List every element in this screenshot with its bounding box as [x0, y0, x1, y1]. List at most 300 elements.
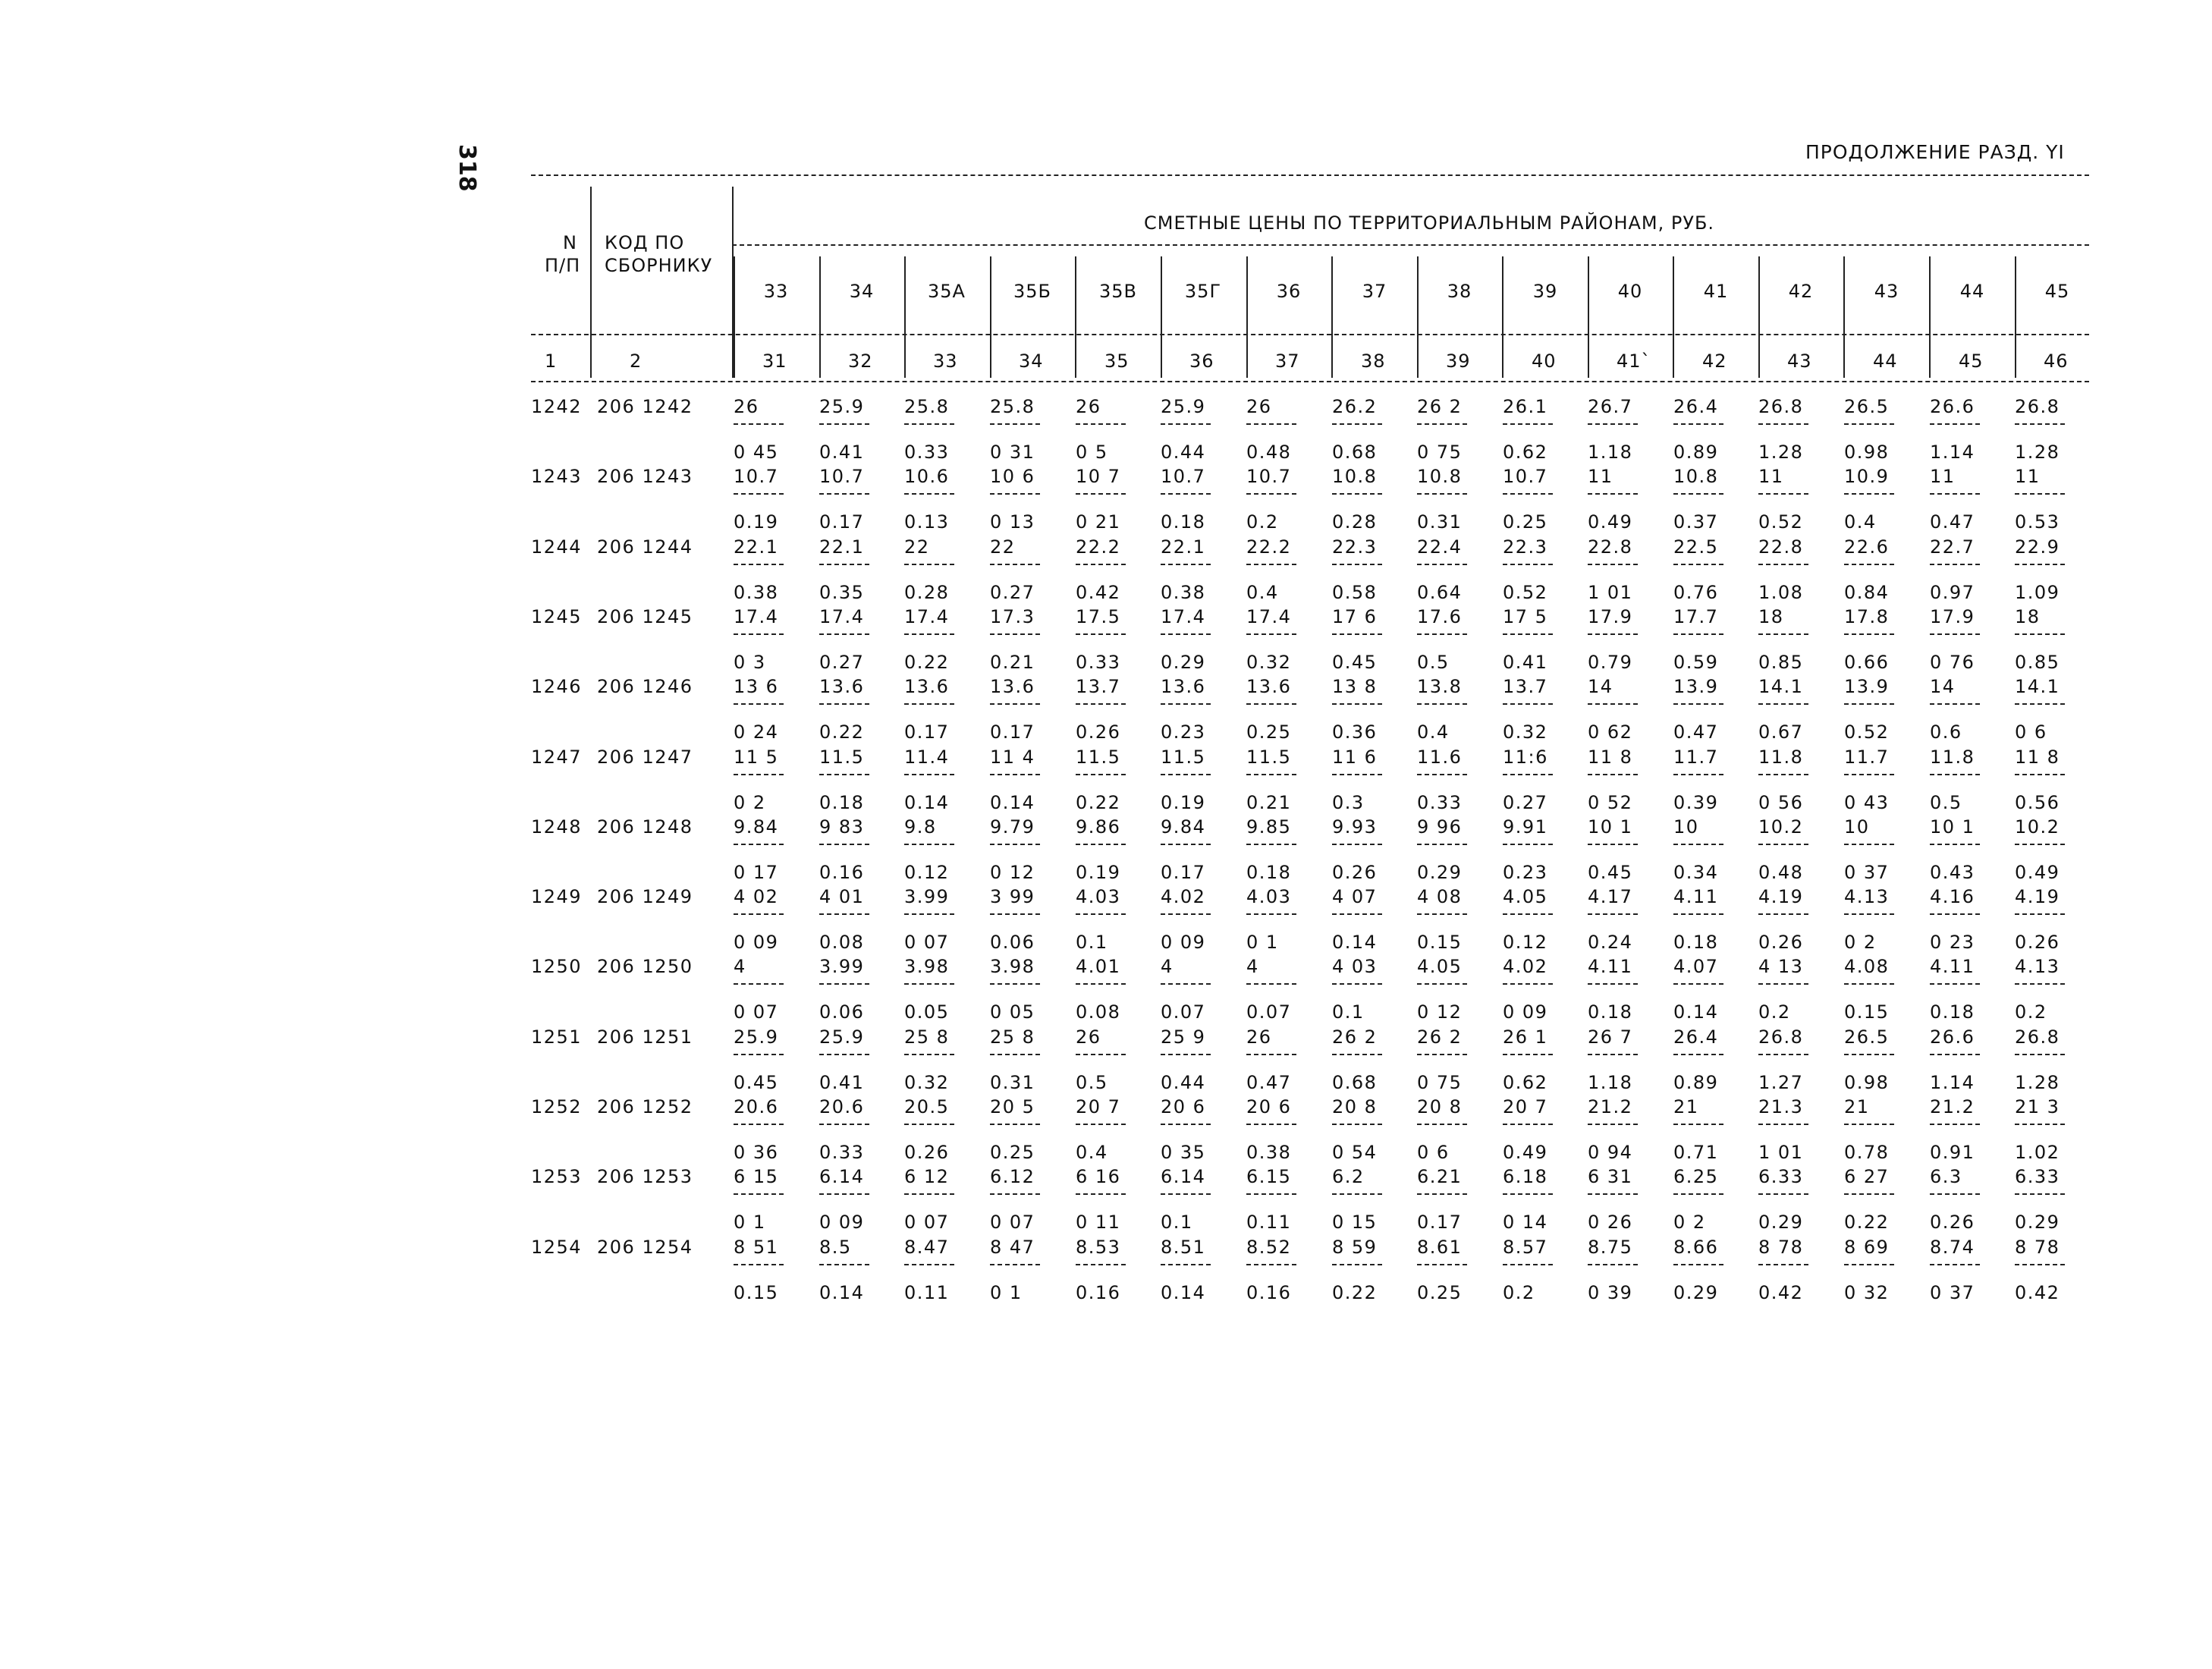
- wage-value: 0.85: [1758, 652, 1804, 673]
- row-code: 206 1245: [597, 606, 693, 627]
- price-value: 17.4: [904, 606, 950, 627]
- wage-value: 0.41: [819, 1072, 865, 1093]
- price-value: 22.1: [1161, 536, 1206, 558]
- fraction-line: [1930, 983, 1980, 985]
- fraction-line: [1246, 423, 1296, 425]
- wage-value: 0.16: [819, 862, 865, 883]
- fraction-line: [819, 423, 869, 425]
- fraction-line: [1076, 423, 1126, 425]
- price-value: 18: [1758, 606, 1784, 627]
- row-code: 206 1252: [597, 1096, 693, 1117]
- price-value: 11.8: [1930, 746, 1975, 768]
- price-value: 25.8: [990, 396, 1035, 417]
- fraction-line: [1161, 774, 1211, 775]
- price-value: 21: [1673, 1096, 1699, 1117]
- price-value: 8.52: [1246, 1237, 1292, 1258]
- fraction-line: [1673, 564, 1723, 565]
- price-value: 10.8: [1332, 466, 1378, 487]
- wage-value: 0.98: [1844, 1072, 1890, 1093]
- column-number: 2: [630, 350, 643, 372]
- fraction-line: [734, 1054, 784, 1055]
- wage-value: 0.97: [1930, 582, 1975, 603]
- wage-value: 0.2: [2015, 1001, 2047, 1023]
- price-value: 4.07: [1673, 956, 1719, 977]
- price-value: 6.14: [1161, 1166, 1206, 1187]
- fraction-line: [1673, 913, 1723, 915]
- wage-value: 0.33: [1076, 652, 1121, 673]
- page-number: 318: [454, 144, 480, 192]
- price-value: 9.93: [1332, 816, 1378, 838]
- price-value: 11: [2015, 466, 2041, 487]
- fraction-line: [1332, 1124, 1382, 1125]
- price-value: 17.8: [1844, 606, 1890, 627]
- price-value: 22.3: [1332, 536, 1378, 558]
- fraction-line: [1332, 1193, 1382, 1195]
- fraction-line: [1844, 1193, 1894, 1195]
- wage-value: 1.18: [1588, 442, 1633, 463]
- fraction-line: [819, 633, 869, 635]
- header-code-line1: КОД ПО: [605, 232, 685, 253]
- fraction-line: [1161, 844, 1211, 845]
- price-value: 22: [990, 536, 1016, 558]
- price-value: 26 2: [1417, 1026, 1463, 1048]
- price-value: 26: [1246, 1026, 1272, 1048]
- wage-value: 0.59: [1673, 652, 1719, 673]
- fraction-line: [1588, 493, 1638, 495]
- price-value: 22.7: [1930, 536, 1975, 558]
- fraction-line: [904, 983, 954, 985]
- fraction-line: [990, 564, 1040, 565]
- wage-value: 0.07: [1161, 1001, 1206, 1023]
- price-value: 4.03: [1076, 886, 1121, 907]
- price-value: 4.05: [1503, 886, 1548, 907]
- fraction-line: [990, 493, 1040, 495]
- price-value: 4.16: [1930, 886, 1975, 907]
- wage-value: 0.26: [2015, 932, 2060, 953]
- wage-value: 0.47: [1246, 1072, 1292, 1093]
- price-value: 4: [734, 956, 746, 977]
- wage-value: 0.1: [1076, 932, 1108, 953]
- price-value: 26.5: [1844, 1026, 1890, 1048]
- price-value: 11 4: [990, 746, 1035, 768]
- fraction-line: [1758, 423, 1808, 425]
- wage-value: 0.28: [904, 582, 950, 603]
- price-value: 13.7: [1076, 676, 1121, 697]
- wage-value: 0 37: [1844, 862, 1890, 883]
- wage-value: 0.26: [1332, 862, 1378, 883]
- price-value: 4 02: [734, 886, 779, 907]
- fraction-line: [1844, 844, 1894, 845]
- price-value: 13.6: [904, 676, 950, 697]
- fraction-line: [1332, 1264, 1382, 1265]
- fraction-line: [1673, 633, 1723, 635]
- fraction-line: [1844, 983, 1894, 985]
- fraction-line: [1673, 1124, 1723, 1125]
- fraction-line: [1246, 1193, 1296, 1195]
- wage-value: 0 5: [1076, 442, 1108, 463]
- fraction-line: [1076, 844, 1126, 845]
- wage-value: 0.4: [1844, 511, 1877, 533]
- wage-value: 0 2: [1844, 932, 1877, 953]
- wage-value: 0 21: [1076, 511, 1121, 533]
- wage-value: 0.33: [904, 442, 950, 463]
- fraction-line: [1673, 1264, 1723, 1265]
- wage-value: 0.39: [1673, 792, 1719, 813]
- fraction-line: [1588, 913, 1638, 915]
- row-number: 1248: [531, 816, 583, 838]
- wage-value: 0.22: [904, 652, 950, 673]
- price-value: 22.1: [819, 536, 865, 558]
- wage-value: 0.5: [1930, 792, 1962, 813]
- price-value: 4.11: [1930, 956, 1975, 977]
- wage-value: 0 75: [1417, 1072, 1463, 1093]
- fraction-line: [1503, 844, 1553, 845]
- header-separator: [904, 256, 906, 378]
- price-value: 25.9: [734, 1026, 779, 1048]
- column-number: 33: [933, 350, 958, 372]
- header-separator: [1502, 256, 1503, 378]
- price-value: 6.33: [2015, 1166, 2060, 1187]
- wage-value: 0.98: [1844, 442, 1890, 463]
- price-value: 17.3: [990, 606, 1035, 627]
- fraction-line: [1076, 774, 1126, 775]
- price-value: 3.98: [904, 956, 950, 977]
- fraction-line: [1930, 423, 1980, 425]
- fraction-line: [1844, 774, 1894, 775]
- price-value: 22.1: [734, 536, 779, 558]
- wage-value: 0.4: [1417, 721, 1450, 743]
- district-label: 44: [1959, 281, 1985, 302]
- price-value: 8.61: [1417, 1237, 1463, 1258]
- wage-value: 0.21: [990, 652, 1035, 673]
- fraction-line: [734, 1124, 784, 1125]
- price-value: 22.6: [1844, 536, 1890, 558]
- fraction-line: [904, 913, 954, 915]
- fraction-line: [1076, 1054, 1126, 1055]
- fraction-line: [990, 844, 1040, 845]
- column-number: 46: [2044, 350, 2069, 372]
- column-number: 43: [1787, 350, 1812, 372]
- price-value: 11 6: [1332, 746, 1378, 768]
- district-label: 35Г: [1184, 281, 1222, 302]
- header-np-line2: П/П: [545, 255, 581, 276]
- wage-value: 0.2: [1246, 511, 1279, 533]
- fraction-line: [1588, 983, 1638, 985]
- price-value: 11.5: [1246, 746, 1292, 768]
- fraction-line: [734, 564, 784, 565]
- continuation-title: ПРОДОЛЖЕНИЕ РАЗД. YI: [1805, 141, 2065, 163]
- wage-value: 0.3: [1332, 792, 1365, 813]
- wage-value: 0 6: [2015, 721, 2047, 743]
- price-value: 13 8: [1332, 676, 1378, 697]
- fraction-line: [2015, 844, 2065, 845]
- price-value: 17.4: [734, 606, 779, 627]
- price-value: 17.9: [1588, 606, 1633, 627]
- price-value: 17.7: [1673, 606, 1719, 627]
- price-value: 22.2: [1076, 536, 1121, 558]
- header-separator: [1075, 256, 1076, 378]
- fraction-line: [1417, 1264, 1467, 1265]
- price-value: 25.9: [819, 1026, 865, 1048]
- price-value: 10 7: [1076, 466, 1121, 487]
- price-value: 25.8: [904, 396, 950, 417]
- fraction-line: [990, 1264, 1040, 1265]
- fraction-line: [1930, 844, 1980, 845]
- price-value: 4 03: [1332, 956, 1378, 977]
- price-value: 22.8: [1758, 536, 1804, 558]
- wage-value: 0 24: [734, 721, 779, 743]
- row-code: 206 1247: [597, 746, 693, 768]
- district-label: 35В: [1098, 281, 1137, 302]
- price-value: 4 07: [1332, 886, 1378, 907]
- price-value: 6 27: [1844, 1166, 1890, 1187]
- wage-value: 0 07: [990, 1212, 1035, 1233]
- price-value: 26.4: [1673, 396, 1719, 417]
- price-value: 8.57: [1503, 1237, 1548, 1258]
- fraction-line: [1588, 774, 1638, 775]
- fraction-line: [990, 703, 1040, 705]
- fraction-line: [819, 913, 869, 915]
- price-value: 6.15: [1246, 1166, 1292, 1187]
- wage-value: 0.23: [1503, 862, 1548, 883]
- fraction-line: [819, 1264, 869, 1265]
- price-value: 17.5: [1076, 606, 1121, 627]
- fraction-line: [1758, 844, 1808, 845]
- wage-value: 0.26: [1930, 1212, 1975, 1233]
- price-value: 8.66: [1673, 1237, 1719, 1258]
- price-value: 10: [1673, 816, 1699, 838]
- wage-value: 1.14: [1930, 442, 1975, 463]
- wage-value: 0 35: [1161, 1142, 1206, 1163]
- price-value: 22: [904, 536, 930, 558]
- wage-value: 0.47: [1673, 721, 1719, 743]
- fraction-line: [734, 423, 784, 425]
- fraction-line: [1844, 1124, 1894, 1125]
- wage-value: 1.02: [2015, 1142, 2060, 1163]
- rule-top: [531, 174, 2089, 176]
- price-value: 13.7: [1503, 676, 1548, 697]
- wage-value: 0 09: [1161, 932, 1206, 953]
- fraction-line: [1503, 423, 1553, 425]
- fraction-line: [1246, 983, 1296, 985]
- price-value: 9 83: [819, 816, 865, 838]
- price-value: 10.7: [1161, 466, 1206, 487]
- fraction-line: [734, 633, 784, 635]
- price-value: 26: [1076, 1026, 1101, 1048]
- wage-value: 1.28: [2015, 1072, 2060, 1093]
- price-value: 14: [1930, 676, 1956, 697]
- wage-value: 0 1: [990, 1282, 1023, 1303]
- header-separator: [1331, 256, 1333, 378]
- price-value: 11.8: [1758, 746, 1804, 768]
- fraction-line: [1758, 493, 1808, 495]
- fraction-line: [1161, 1054, 1211, 1055]
- wage-value: 0.12: [1503, 932, 1548, 953]
- row-number: 1247: [531, 746, 583, 768]
- wage-value: 1 01: [1588, 582, 1633, 603]
- fraction-line: [1930, 703, 1980, 705]
- wage-value: 0 12: [1417, 1001, 1463, 1023]
- price-value: 25 9: [1161, 1026, 1206, 1048]
- wage-value: 0 94: [1588, 1142, 1633, 1163]
- price-value: 26 2: [1417, 396, 1463, 417]
- fraction-line: [1758, 1054, 1808, 1055]
- price-value: 21.2: [1930, 1096, 1975, 1117]
- wage-value: 0.11: [1246, 1212, 1292, 1233]
- price-value: 6.12: [990, 1166, 1035, 1187]
- column-number: 39: [1446, 350, 1471, 372]
- wage-value: 0.17: [904, 721, 950, 743]
- wage-value: 0.13: [904, 511, 950, 533]
- wage-value: 0.28: [1332, 511, 1378, 533]
- price-value: 4.03: [1246, 886, 1292, 907]
- wage-value: 0 6: [1417, 1142, 1450, 1163]
- wage-value: 0 32: [1844, 1282, 1890, 1303]
- price-value: 14.1: [1758, 676, 1804, 697]
- price-value: 8.75: [1588, 1237, 1633, 1258]
- wage-value: 0.5: [1076, 1072, 1108, 1093]
- row-code: 206 1246: [597, 676, 693, 697]
- fraction-line: [1332, 913, 1382, 915]
- wage-value: 0.17: [990, 721, 1035, 743]
- price-value: 26.6: [1930, 396, 1975, 417]
- price-value: 20 5: [990, 1096, 1035, 1117]
- fraction-line: [1332, 774, 1382, 775]
- wage-value: 0 12: [990, 862, 1035, 883]
- fraction-line: [990, 774, 1040, 775]
- price-value: 9 96: [1417, 816, 1463, 838]
- price-value: 20 7: [1076, 1096, 1121, 1117]
- wage-value: 0.48: [1246, 442, 1292, 463]
- wage-value: 0.26: [904, 1142, 950, 1163]
- wage-value: 0.29: [1417, 862, 1463, 883]
- fraction-line: [1758, 564, 1808, 565]
- price-value: 11: [1758, 466, 1784, 487]
- wage-value: 1.18: [1588, 1072, 1633, 1093]
- wage-value: 0.29: [1161, 652, 1206, 673]
- wage-value: 0 23: [1930, 932, 1975, 953]
- price-value: 22.3: [1503, 536, 1548, 558]
- fraction-line: [2015, 1124, 2065, 1125]
- row-code: 206 1253: [597, 1166, 693, 1187]
- wage-value: 0 17: [734, 862, 779, 883]
- fraction-line: [819, 1193, 869, 1195]
- wage-value: 0.25: [1417, 1282, 1463, 1303]
- wage-value: 0.62: [1503, 1072, 1548, 1093]
- fraction-line: [1161, 983, 1211, 985]
- fraction-line: [734, 703, 784, 705]
- fraction-line: [1673, 844, 1723, 845]
- wage-value: 0 09: [734, 932, 779, 953]
- price-value: 21: [1844, 1096, 1870, 1117]
- header-code-line2: СБОРНИКУ: [605, 255, 713, 276]
- wage-value: 0 09: [819, 1212, 865, 1233]
- price-value: 10 1: [1930, 816, 1975, 838]
- fraction-line: [1673, 703, 1723, 705]
- fraction-line: [1161, 1124, 1211, 1125]
- wage-value: 0.14: [1161, 1282, 1206, 1303]
- fraction-line: [1332, 564, 1382, 565]
- fraction-line: [1503, 1264, 1553, 1265]
- wage-value: 0 36: [734, 1142, 779, 1163]
- wage-value: 0.38: [1161, 582, 1206, 603]
- header-separator: [819, 256, 821, 378]
- wage-value: 0 14: [1503, 1212, 1548, 1233]
- fraction-line: [1588, 1193, 1638, 1195]
- fraction-line: [904, 1264, 954, 1265]
- header-separator: [590, 187, 592, 378]
- fraction-line: [990, 633, 1040, 635]
- price-value: 14: [1588, 676, 1613, 697]
- fraction-line: [1417, 774, 1467, 775]
- price-value: 4.02: [1503, 956, 1548, 977]
- price-value: 6 15: [734, 1166, 779, 1187]
- wage-value: 0 43: [1844, 792, 1890, 813]
- row-code: 206 1244: [597, 536, 693, 558]
- header-separator: [1161, 256, 1162, 378]
- wage-value: 0.52: [1758, 511, 1804, 533]
- district-label: 42: [1788, 281, 1814, 302]
- fraction-line: [1417, 423, 1467, 425]
- wage-value: 0.19: [1076, 862, 1121, 883]
- fraction-line: [734, 1193, 784, 1195]
- row-code: 206 1251: [597, 1026, 693, 1048]
- wage-value: 1.28: [2015, 442, 2060, 463]
- price-value: 26 2: [1332, 1026, 1378, 1048]
- row-code: 206 1249: [597, 886, 693, 907]
- price-value: 4.13: [1844, 886, 1890, 907]
- price-value: 9.84: [1161, 816, 1206, 838]
- district-label: 36: [1276, 281, 1302, 302]
- wage-value: 0 26: [1588, 1212, 1633, 1233]
- price-value: 25 8: [904, 1026, 950, 1048]
- fraction-line: [1417, 983, 1467, 985]
- row-code: 206 1243: [597, 466, 693, 487]
- wage-value: 0.15: [734, 1282, 779, 1303]
- column-number: 35: [1104, 350, 1130, 372]
- price-value: 10: [1844, 816, 1870, 838]
- price-value: 13.6: [1246, 676, 1292, 697]
- fraction-line: [1503, 983, 1553, 985]
- wage-value: 0.1: [1161, 1212, 1193, 1233]
- wage-value: 0.14: [1332, 932, 1378, 953]
- price-value: 13.6: [990, 676, 1035, 697]
- wage-value: 0.33: [819, 1142, 865, 1163]
- fraction-line: [1503, 774, 1553, 775]
- wage-value: 0 2: [1673, 1212, 1706, 1233]
- wage-value: 0.06: [819, 1001, 865, 1023]
- header-separator: [1929, 256, 1931, 378]
- price-value: 3.98: [990, 956, 1035, 977]
- fraction-line: [1246, 913, 1296, 915]
- wage-value: 1.08: [1758, 582, 1804, 603]
- wage-value: 0.29: [1758, 1212, 1804, 1233]
- fraction-line: [2015, 703, 2065, 705]
- fraction-line: [1758, 774, 1808, 775]
- wage-value: 0 31: [990, 442, 1035, 463]
- price-value: 6.14: [819, 1166, 865, 1187]
- price-value: 26.5: [1844, 396, 1890, 417]
- wage-value: 0 2: [734, 792, 766, 813]
- fraction-line: [819, 844, 869, 845]
- fraction-line: [1417, 1193, 1467, 1195]
- price-value: 11:6: [1503, 746, 1548, 768]
- wage-value: 0.29: [1673, 1282, 1719, 1303]
- wage-value: 0 76: [1930, 652, 1975, 673]
- fraction-line: [2015, 633, 2065, 635]
- wage-value: 0.25: [1503, 511, 1548, 533]
- fraction-line: [2015, 564, 2065, 565]
